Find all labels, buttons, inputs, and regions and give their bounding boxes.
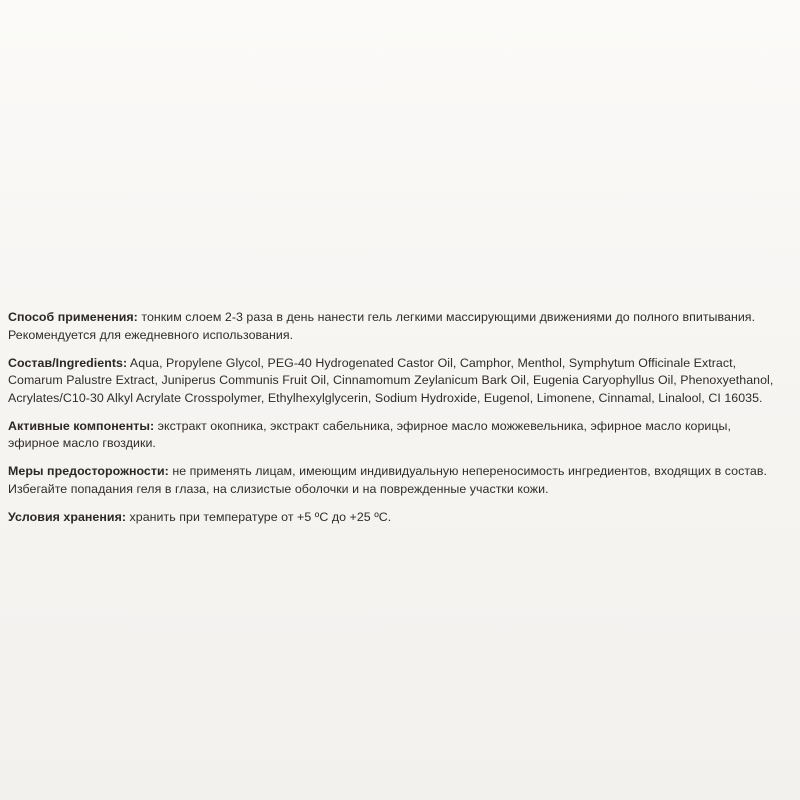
active-components-line-2: эфирное масло гвоздики. (8, 436, 156, 450)
precautions-heading: Меры предосторожности: (8, 464, 169, 478)
active-components-text: экстракт окопника, экстракт сабельника, эфирное масло можжевельника, эфирное масло корицы, (154, 418, 731, 433)
usage-line-1 (8, 309, 794, 327)
precautions-text: не применять лицам, имеющим индивидуальную непереносимость ингредиентов, входящих в состав. (168, 464, 767, 478)
ingredients-section (8, 355, 794, 408)
usage-heading: Способ применения: (8, 310, 138, 324)
storage-heading: Условия хранения: (8, 509, 127, 524)
precautions-line-1 (8, 463, 794, 481)
usage-section (8, 309, 794, 344)
ingredients-line-1 (8, 355, 794, 373)
precautions-section (8, 463, 794, 498)
active-components-section (8, 418, 794, 453)
instructions-text-block (8, 309, 794, 537)
ingredients-line-3: Acrylates/C10-30 Alkyl Acrylate Crosspolymer, Ethylhexylglycerin, Sodium Hydroxide, Eugenol, Limonene, Cinnamal, Linalool, CI 16035. (8, 390, 763, 405)
ingredients-text: Aqua, Propylene Glycol, PEG-40 Hydrogenated Castor Oil, Camphor, Menthol, Symphytum Officinale Extract, (127, 355, 737, 370)
storage-section (8, 509, 794, 527)
active-components-line-1 (8, 418, 794, 436)
usage-line-2: Рекомендуется для ежедневного использования. (8, 327, 294, 342)
storage-text: хранить при температуре от +5 ºС до +25 ºС. (126, 509, 392, 524)
ingredients-heading: Состав/Ingredients: (8, 355, 128, 370)
storage-line-1 (8, 509, 794, 527)
active-components-heading: Активные компоненты: (8, 418, 155, 433)
ingredients-line-2: Comarum Palustre Extract, Juniperus Communis Fruit Oil, Cinnamomum Zeylanicum Bark Oil, Eugenia Caryophyllus Oil, Phenoxyethanol, (8, 373, 774, 387)
usage-text: тонким слоем 2-3 раза в день нанести гель легкими массирующими движениями до полного впитывания. (137, 310, 756, 324)
precautions-line-2: Избегайте попадания геля в глаза, на слизистые оболочки и на поврежденные участки кожи. (8, 481, 549, 496)
